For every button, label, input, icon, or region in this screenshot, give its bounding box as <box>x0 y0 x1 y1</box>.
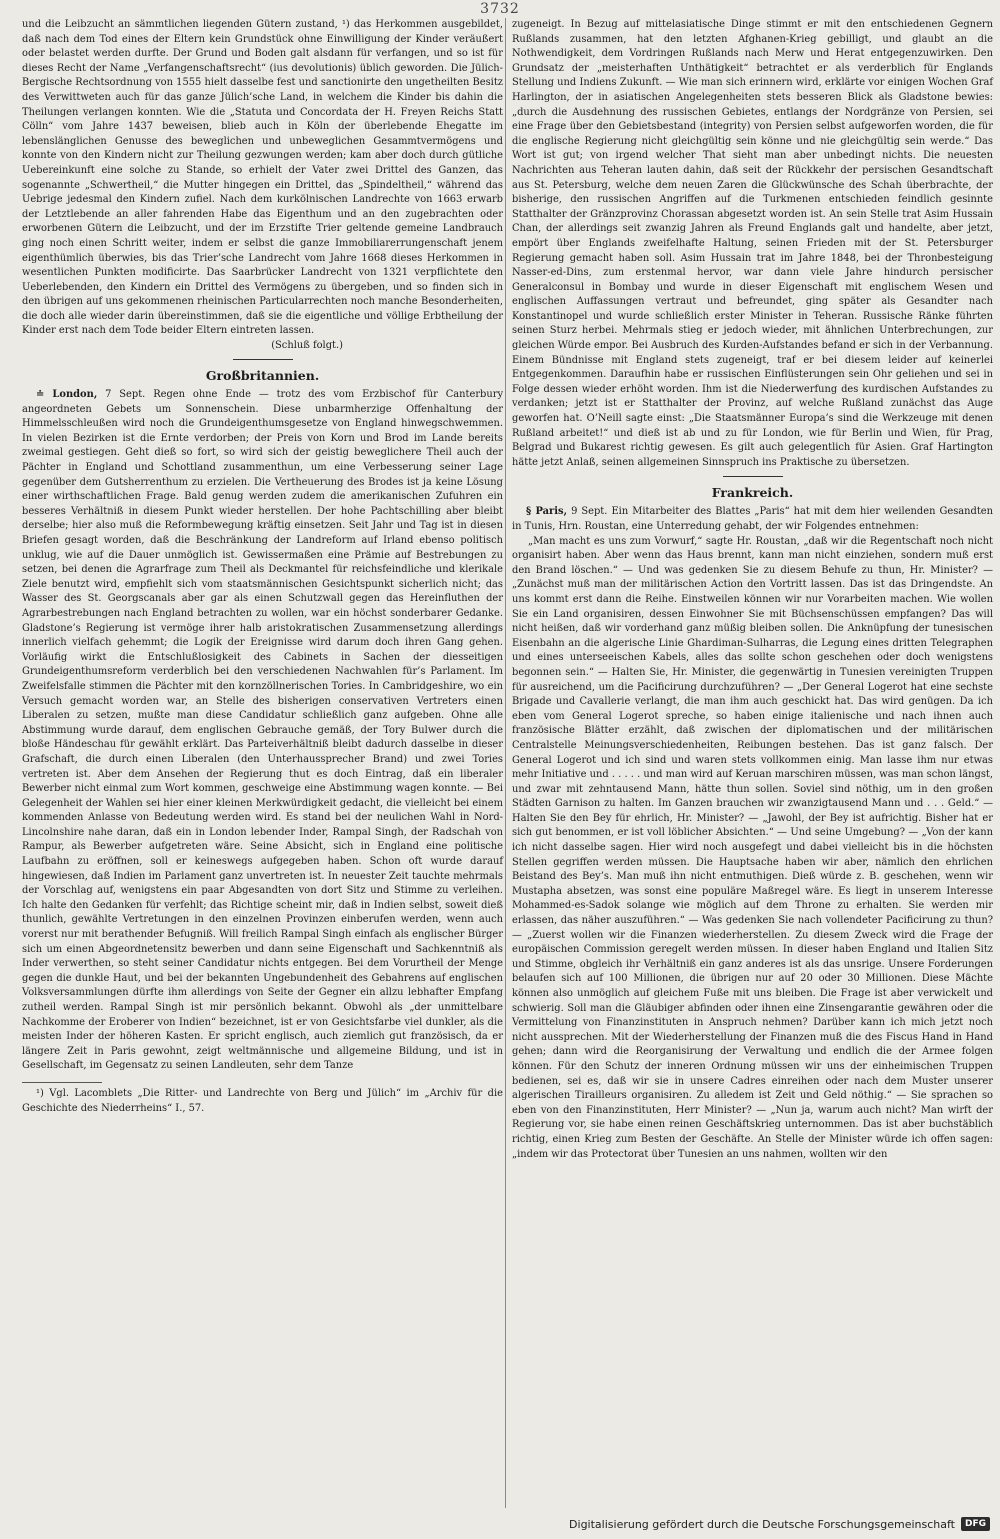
page-number: 3732 <box>480 1 520 17</box>
date: 9 Sept. <box>571 506 608 518</box>
article-text: Regen ohne Ende — trotz des vom Erzbischof für Canterbury angeordneten Gebets um Sonnenschein. Diese unbarmherzige Offenhaltung der Himmelsschleußen wird noch die Grundeigenthumsgesetze von England hinwegschwemmen. In vielen Bezirken ist die Ernte verdorben; der Preis von Korn und Brod im Lande bereits zweimal gestiegen. Geht dieß so fort, so wird sich der geistig beweglichere Theil auch der Pächter in England und Schottland zusammenthun, um eine Verbesserung seiner Lage gegenüber dem Gutsherrenthum zu erzielen. Die Vertheuerung des Brodes ist ja keine Lösung einer wirthschaftlichen Frage. Bald genug werden zudem die amerikanischen Zufuhren ein besseres Verhältniß in diesem Punkt wieder herstellen. Der hohe Pachtschilling aber bleibt derselbe; hier also muß die Reformbewegung kräftig einsetzen. Seit Jahr und Tag ist in diesen Briefen gesagt worden, daß die Beschränkung der Landreform auf Irland ebenso politisch unklug, wie auf die Dauer unmöglich ist. Gewissermaßen eine Prämie auf Bestrebungen zu setzen, bei denen die Agrarfrage zum Theil als Deckmantel für reichsfeindliche und klerikale Ziele benutzt wird, empfiehlt sich vom staatsmännischen Gesichtspunkt sicherlich nicht; das Wasser des St. Georgscanals aber gar als einen Schutzwall gegen das Hereinfluthen der Agrarbestrebungen nach England betrachten zu wollen, war ein höchst sonderbarer Gedanke. Gladstone’s Regierung ist vermöge ihrer halb aristokratischen Zusammensetzung allerdings innerlich vielfach gehemmt; die Logik der Ereignisse wird darum doch ihren Gang gehen. Vorläufig wirkt die Entschlußlosigkeit des Cabinets in Sachen der diesseitigen Grundeigenthumsreform verderblich bei den verschiedenen Nachwahlen für’s Parlament. Im Zweifelsfalle stimmen die Pächter mit den kornzöllnerischen Tories. In Cambridgeshire, wo ein Versuch gemacht worden war, an Stelle des bisherigen conservativen Vertreters einen Liberalen zu setzen, mußte man diese Candidatur schließlich ganz aufgeben. Ohne alle Abstimmung wurde darauf, dem englischen Gebrauche gemäß, der Tory Bulwer durch die bloße Händeschau für gewählt erklärt. Das Parteiverhältniß bleibt dadurch dasselbe in dieser Grafschaft, die durch einen Liberalen (den Unterhaussprecher Brand) und zwei Tories vertreten ist. Aber dem Ansehen der Regierung thut es doch Eintrag, daß ein liberaler Bewerber nicht einmal zum Wort kommen, geschweige eine Abstimmung wagen konnte. — Bei Gelegenheit der Wahlen sei hier einer kleinen Merkwürdigkeit gedacht, die vielleicht bei einem kommenden Anlasse von Bedeutung werden wird. Es stand bei der neulichen Wahl in Nord-Lincolnshire nahe daran, daß ein in London lebender Inder, Rampal Singh, der Radschah von Rampur, als Bewerber aufgetreten wäre. Seine Absicht, sich in England eine politische Laufbahn zu eröffnen, soll er keineswegs aufgegeben haben. Schon oft wurde darauf hingewiesen, daß Indien im Parlament ganz unvertreten ist. In neuester Zeit tauchte mehrmals der Vorschlag auf, wenigstens ein paar Abgesandten von dort Sitz und Stimme zu verleihen. Ich halte den Gedanken für verfehlt; das Richtige scheint mir, daß in Indien selbst, soweit dieß thunlich, gewählte Vertretungen in den einzelnen Provinzen einberufen werden, wenn auch vorerst nur mit berathender Befugniß. Will freilich Rampal Singh einfach als englischer Bürger sich um einen Abgeordnetensitz bewerben und dann seine Eigenschaft und Sachkenntniß als Inder verwerthen, so steht seiner Candidatur nichts entgegen. Bei dem Vorurtheil der Menge gegen die dunkle Haut, und bei der bekannten Ungebundenheit des Gebahrens auf englischen Volksversammlungen dürfte ihm allerdings von Seite der Gegner ein allzu lebhafter Empfang zutheil werden. Rampal Singh ist mir persönlich bekannt. Obwohl als „der unmittelbare Nachkomme der Eroberer von Indien“ bezeichnet, ist er von Gesichtsfarbe viel dunkler, als die meisten Inder der höheren Kasten. Er spricht englisch, auch ziemlich gut französisch, da er längere Zeit in Paris gewohnt, zeigt weltmännische und allgemeine Bildung, und ist in Gesellschaft, im Gegensatz zu seinen Landleuten, sehr dem Tanze <box>22 389 504 1072</box>
dfg-logo: DFG <box>961 1517 990 1531</box>
section-heading-grossbritannien: Großbritannien. <box>205 368 320 384</box>
lead-paragraph <box>512 505 993 534</box>
intro-paragraph: zugeneigt. In Bezug auf mittelasiatische Dinge stimmt er mit den entschiedenen Gegnern Rußlands zusammen, hat den letzten Afghanen-Krieg gebilligt, und glaubt an die Nothwendigkeit, dem Vordringen Rußlands nach Merw und Herat entgegenzuwirken. Den Grundsatz der „meisterhaften Unthätigkeit“ betrachtet er als verderblich für Englands Stellung und Indiens Zukunft. — Wie man sich erinnern wird, erklärte vor einigen Wochen Graf Harlington, der in asiatischen Angelegenheiten stets besseren Blick als Gladstone bewies: „durch die Ausdehnung des russischen Gebietes, entlangs der Nordgränze von Persien, sei eine Frage über den Gebietsbestand (integrity) von Persien selbst aufgeworfen worden, die für die englische Regierung nicht gleichgültig sein könne und nie gleichgültig sein werde.“ Das Wort ist gut; von irgend welcher That sieht man aber unbedingt nichts. Die neuesten Nachrichten aus Teheran lauten dahin, daß seit der Rückkehr der persischen Gesandtschaft aus St. Petersburg, welche dem neuen Zaren die Glückwünsche des Schah überbrachte, der bisherige, den russischen Angriffen auf die Turkmenen entschieden feindlich gesinnte Statthalter der Gränzprovinz Chorassan abgesetzt worden ist. An sein Stelle trat Asim Hussain Chan, der allerdings seit zwanzig Jahren als Freund Englands galt und handelte, aber jetzt, empört über Englands zweifelhafte Haltung, seinen Frieden mit der St. Petersburger Regierung gemacht haben soll. Asim Hussain trat im Jahre 1848, bei der Thronbesteigung Nasser-ed-Dins, zum erstenmal hervor, war dann viele Jahre hindurch persischer Generalconsul in Bombay und wurde in dieser Eigenschaft mit englischem Wesen und englischen Auffassungen vertraut und befreundet, ging später als Gesandter nach Konstantinopel und wurde schließlich erster Minister in Teheran. Russische Ränke führten seinen Sturz herbei. Mehrmals stieg er jedoch wieder, mit ähnlichen Unterbrechungen, zur gleichen Würde empor. Bei Ausbruch des Kurden-Aufstandes befand er sich in der Verbannung. Einem Bündnisse mit England stets zugeneigt, traf er bei diesem leider auf keinerlei Entgegenkommen. Daraufhin habe er russischen Einflüsterungen sein Ohr geliehen und sei in Folge dessen wieder erhöht worden. Ihm ist die Niederwerfung des kurdischen Aufstandes zu verdanken; jetzt ist er Statthalter der Provinz, auf welche Rußland zunächst das Auge geworfen hat. O’Neill sagte einst: „Die Staatsmänner Europa’s sind die Werkzeuge mit denen Rußland arbeitet!“ und dieß ist ab und zu für London, wie für Berlin und Wien, für Prag, Belgrad und Bukarest richtig gewesen. Es gilt auch gelegentlich für Asien. Graf Hartington hätte jetzt Anlaß, seinen allgemeinen Sinnspruch ins Praktische zu übersetzen. <box>512 19 993 468</box>
continuation-note: (Schluß folgt.) <box>271 340 343 352</box>
left-column <box>22 18 503 1503</box>
footnote: ¹) Vgl. Lacomblets „Die Ritter- und Landrechte von Berg und Jülich“ im „Archiv für die Geschichte des Niederrheins“ I., 57. <box>22 1087 503 1114</box>
date: 7 Sept. <box>105 389 146 401</box>
lead-text: Ein Mitarbeiter des Blattes „Paris“ hat mit dem hier weilenden Gesandten in Tunis, Hrn. Roustan, eine Unterredung gehabt, der wir Folgendes entnehmen: <box>512 506 994 532</box>
section-rule <box>233 359 293 360</box>
section-rule <box>723 476 783 477</box>
article-paragraph <box>22 388 503 1074</box>
footnote-separator <box>22 1082 102 1083</box>
footer-text: Digitalisierung gefördert durch die Deutsche Forschungsgemeinschaft <box>569 1517 955 1531</box>
dateline: § Paris, <box>526 506 568 518</box>
right-column <box>512 18 993 1513</box>
dialogue-paragraph: „Man macht es uns zum Vorwurf,“ sagte Hr. Roustan, „daß wir die Regentschaft noch nicht organisirt haben. Aber wenn das Haus brennt, kann man nicht einziehen, sondern muß erst den Brand löschen.“ — Und was gedenken Sie zu diesem Behufe zu thun, Hr. Minister? — „Zunächst muß man der militärischen Action den Vortritt lassen. Das ist das Dringendste. An uns kommt erst dann die Reihe. Einstweilen können wir nur Vorarbeiten machen. Wie wollen Sie ein Land organisiren, dessen Einwohner Sie mit Büchsenschüssen empfangen? Das will nicht heißen, daß wir vorderhand ganz müßig bleiben sollen. Die Anknüpfung der tunesischen Eisenbahn an die algerische Linie Ghardiman-Sulharras, die Legung eines dritten Telegraphen und eines unterseeischen Kabels, alles das sollte schon geschehen oder doch wenigstens begonnen sein.“ — Halten Sie, Hr. Minister, die gegenwärtig in Tunesien vereinigten Truppen für ausreichend, um die Pacificirung durchzuführen? — „Der General Logerot hat eine sechste Brigade und Cavallerie verlangt, die man ihm auch geschickt hat. Das wird genügen. Da ich eben vom General Logerot spreche, so haben einige italienische und nach ihnen auch französische Blätter erzählt, daß zwischen der diplomatischen und der militärischen Centralstelle Meinungsverschiedenheiten, Reibungen bestehen. Das ist ganz falsch. Der General Logerot und ich sind und waren stets vollkommen einig. Man lasse ihm nur etwas mehr Initiative und . . . . . und man wird auf Keruan marschiren müssen, was man schon längst, und zwar mit zehntausend Mann, hätte thun sollen. Soviel sind nöthig, um in den großen Städten Garnison zu halten. Im Ganzen brauchen wir zwanzigtausend Mann und . . . Geld.“ — Halten Sie den Bey für ehrlich, Hr. Minister? — „Jawohl, der Bey ist aufrichtig. Bisher hat er sich gut benommen, er ist voll löblicher Absichten.“ — Und seine Umgebung? — „Von der kann ich nicht dasselbe sagen. Hier wird noch ausgefegt und dabei vielleicht bis in die höchsten Stellen gegriffen werden müssen. Die Hauptsache haben wir aber, nämlich den ehrlichen Beistand des Bey’s. Man muß ihn nicht entmuthigen. Dieß würde z. B. geschehen, wenn wir Mustapha absetzen, was sonst eine populäre Maßregel wäre. Es liegt in unserem Interesse Mohammed-es-Sadok solange wie möglich auf dem Throne zu erhalten. Sie werden mir erlassen, das näher auszuführen.“ — Was gedenken Sie nach vollendeter Pacificirung zu thun? — „Zuerst wollen wir die Finanzen wiederherstellen. Zu diesem Zweck wird die Frage der europäischen Commission geregelt werden müssen. In dieser haben England und Italien Sitz und Stimme, obgleich ihr Verhältniß ein ganz anderes ist als das unsrige. Unsere Forderungen belaufen sich auf 100 Millionen, die übrigen nur auf 20 oder 30 Millionen. Diese Mächte können also unmöglich auf gleichem Fuße mit uns bleiben. Die Frage ist aber verwickelt und schwierig. Soll man die Gläubiger abfinden oder ihnen eine Zinsengarantie gewähren oder die Vermittelung von Finanzinstituten in Anspruch nehmen? Darüber kann ich mich jetzt noch nicht aussprechen. Mit der Wiederherstellung der Finanzen muß die des Fiscus Hand in Hand gehen; dann wird die Reorganisirung der Verwaltung und endlich die der Armee folgen können. Für den Schutz der inneren Ordnung müssen wir uns der einheimischen Truppen bedienen, sei es, daß wir sie in unsere Cadres einreihen oder nach dem Muster unserer algerischen Tirailleurs organisiren. Zu alledem ist Zeit und Geld nöthig.“ — Sie sprachen so eben von den Finanzinstituten, Herr Minister? — „Nun ja, warum auch nicht? Man wirft der Regierung vor, sie habe einen reinen Geschäftskrieg unternommen. Das ist aber buchstäblich richtig, einen Krieg zum Besten der Geschäfte. An Stelle der Minister würde ich offen sagen: „indem wir das Protectorat über Tunesien an uns nahmen, wollten wir den <box>512 535 993 1160</box>
intro-paragraph: und die Leibzucht an sämmtlichen liegenden Gütern zustand, ¹) das Herkommen ausgebildet, daß nach dem Tod eines der Eltern kein Grundstück ohne Einwilligung der Kinder veräußert oder belastet werden durfte. Der Grund und Boden galt alsdann für verfangen, und so ist für dieses Recht der Name „Verfangenschaftsrecht“ (ius devolutionis) üblich geworden. Die Jülich-Bergische Rechtsordnung von 1555 hielt dasselbe fest und sanctionirte den ungetheilten Besitz des Verwittweten auch für das ganze Jülich’sche Land, in welchem die Kinder bis dahin die Theilungen verlangen konnten. Wie die „Statuta und Concordata der H. Freyen Reichs Statt Cölln“ vom Jahre 1437 beweisen, blieb auch in Köln der überlebende Ehegatte im lebenslänglichen Genusse des beweglichen und unbeweglichen Gesammtvermögens und konnte von den Kindern nicht zur Theilung gezwungen werden; kam aber doch durch gütliche Uebereinkunft eine solche zu Stande, so erhielt der Vater zwei Drittel des Ganzen, das sogenannte „Schwertheil,“ die Mutter hingegen ein Drittel, das „Spindeltheil,“ während das Uebrige jedesmal den Kindern zufiel. Nach dem kurkölnischen Landrechte von 1663 erwarb der Letztlebende an aller fahrenden Habe das Eigenthum und an den zugebrachten oder erworbenen Gütern die Leibzucht, und der im Erzstifte Trier geltende gemeine Landbrauch ging noch einen Schritt weiter, indem er selbst die ganze Immobiliarerrungenschaft jenem eigenthümlich überwies, bis das Trier’sche Landrecht vom Jahre 1668 dieses Herkommen in wesentlichen Punkten modificirte. Das Saarbrücker Landrecht von 1321 verpflichtete den Ueberlebenden, den Kindern ein Drittel des Vermögens zu übergeben, und so finden sich in den übrigen auf uns gekommenen rheinischen Particularrechten noch manche Besonderheiten, die doch alle wieder darin übereinstimmen, daß sie die eigentliche und völlige Erbtheilung der Kinder erst nach dem Tode beider Eltern eintreten lassen. <box>22 19 503 337</box>
digitization-footer <box>569 1517 990 1531</box>
section-heading-frankreich: Frankreich. <box>711 485 794 501</box>
column-divider <box>505 18 506 1508</box>
dateline: ≐ London, <box>36 389 98 401</box>
